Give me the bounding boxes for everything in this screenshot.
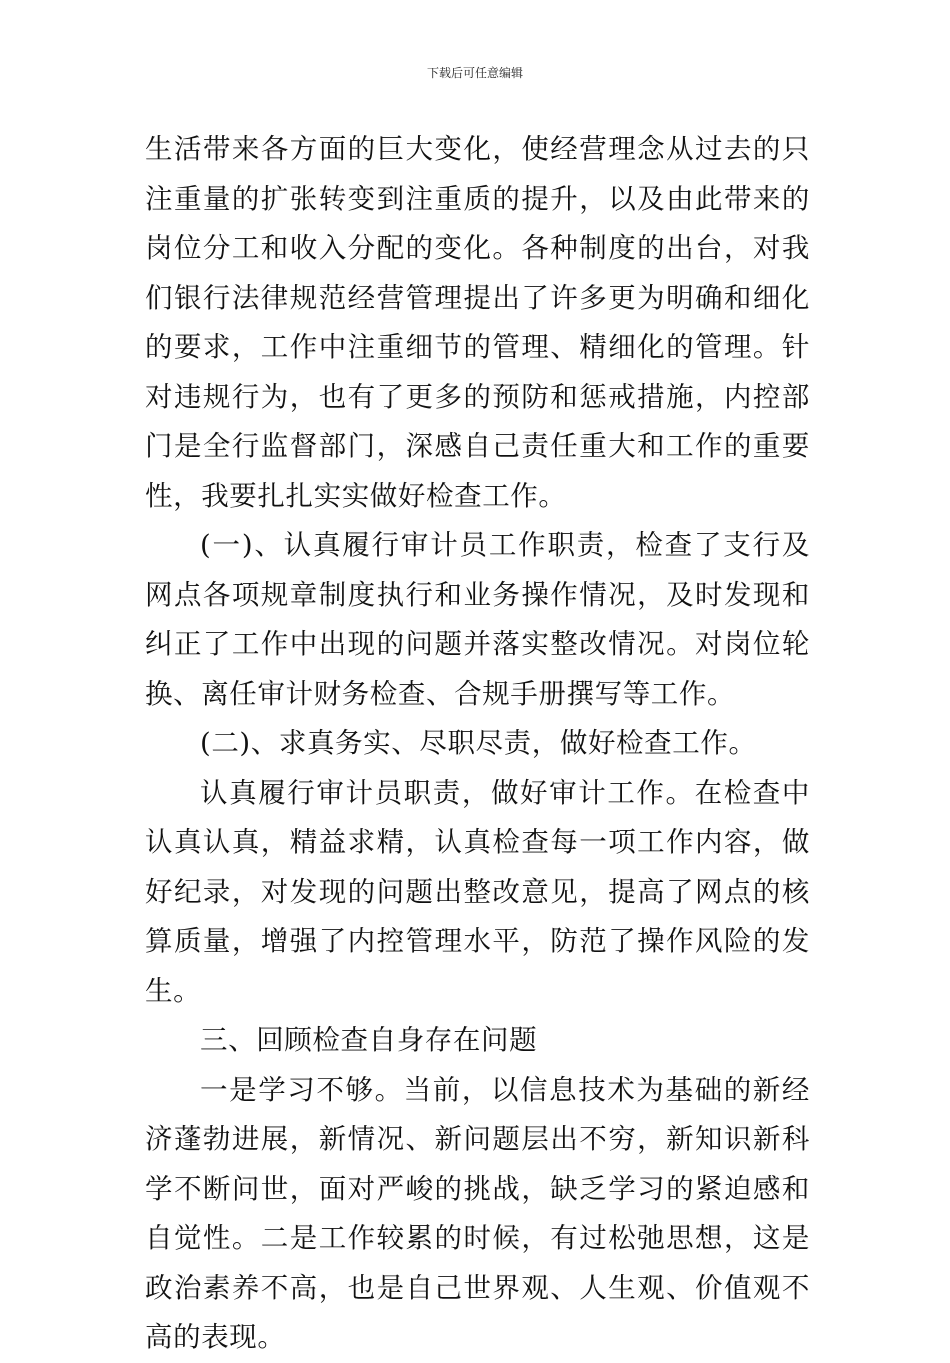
section-heading: 三、回顾检查自身存在问题 bbox=[200, 1024, 538, 1056]
document-body bbox=[145, 125, 810, 1363]
paragraph-3: (二)、求真务实、尽职尽责，做好检查工作。 bbox=[200, 727, 757, 759]
paragraph-2: (一)、认真履行审计员工作职责，检查了支行及网点各项规章制度执行和业务操作情况，及时发现和纠正了工作中出现的问题并落实整改情况。对岗位轮换、离任审计财务检查、合规手册撰写等工作。 bbox=[145, 529, 810, 710]
page-header: 下载后可任意编辑 bbox=[426, 66, 523, 80]
paragraph-6: 一是学习不够。当前，以信息技术为基础的新经济蓬勃进展，新情况、新问题层出不穷，新知识新科学不断问世，面对严峻的挑战，缺乏学习的紧迫感和自觉性。二是工作较累的时候，有过松弛思想，这是政治素养不高，也是自己世界观、人生观、价值观不高的表现。 bbox=[145, 1073, 810, 1353]
paragraph-1: 生活带来各方面的巨大变化，使经营理念从过去的只注重量的扩张转变到注重质的提升，以及由此带来的岗位分工和收入分配的变化。各种制度的出台，对我们银行法律规范经营管理提出了许多更为明确和细化的要求，工作中注重细节的管理、精细化的管理。针对违规行为，也有了更多的预防和惩戒措施，内控部门是全行监督部门，深感自己责任重大和工作的重要性，我要扎扎实实做好检查工作。 bbox=[145, 133, 810, 512]
paragraph-4: 认真履行审计员职责，做好审计工作。在检查中认真认真，精益求精，认真检查每一项工作内容，做好纪录，对发现的问题出整改意见，提高了网点的核算质量，增强了内控管理水平，防范了操作风险的发生。 bbox=[145, 776, 810, 1007]
